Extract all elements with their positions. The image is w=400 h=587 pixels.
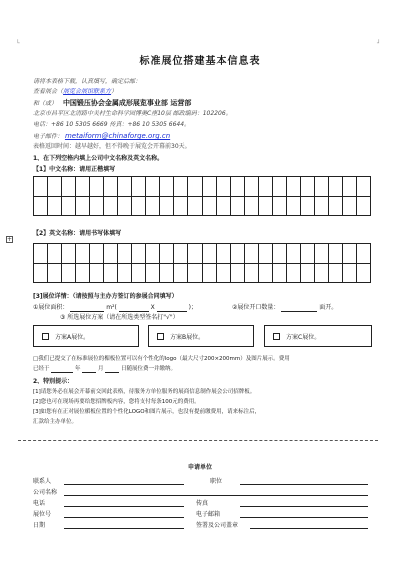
logo-note-line1: □我们已提交了在标准展位的楣板位置可以有个性化的logo（最大尺寸200×200mm）及图片展示。费用 [33, 356, 290, 362]
grid-cell[interactable] [90, 244, 104, 264]
grid-cell[interactable] [329, 264, 343, 284]
grid-cell[interactable] [90, 264, 104, 284]
phone-input[interactable] [64, 506, 184, 507]
grid-cell[interactable] [160, 264, 174, 284]
grid-cell[interactable] [245, 177, 259, 197]
day-label: 日随展位费一并缴纳。 [121, 366, 177, 372]
grid-cell[interactable] [146, 264, 160, 284]
grid-cell[interactable] [231, 177, 245, 197]
grid-cell[interactable] [287, 244, 301, 264]
grid-cell[interactable] [132, 264, 146, 284]
paid-year-input[interactable] [51, 366, 73, 373]
option-c-label: 方案C展位。 [286, 333, 321, 341]
note-item-1: [1]请您务必在展会开幕前交回此表格，待服务方单位服务的展商信息制作展会公司招牌板。 [33, 389, 256, 395]
grid-cell[interactable] [188, 177, 202, 197]
openings-input[interactable] [281, 305, 317, 312]
date-label: 日期 [33, 522, 46, 529]
cn-name-label: 【1】中文名称：请用正楷填写 [33, 166, 116, 173]
phone-text: 电话：+86 10 5305 6669 传真：+86 10 5305 6644。 [33, 121, 191, 128]
table-move-handle-icon[interactable]: + [7, 236, 13, 243]
grid-cell[interactable] [357, 177, 371, 197]
fax-input[interactable] [240, 506, 368, 507]
grid-cell[interactable] [203, 244, 217, 264]
grid-cell[interactable] [273, 244, 287, 264]
option-c-checkbox[interactable] [273, 333, 280, 340]
phone-label: 电话 [33, 500, 46, 507]
area-width-input[interactable] [157, 305, 187, 312]
email-line [33, 132, 170, 141]
position-input[interactable] [240, 484, 368, 485]
grid-cell[interactable] [217, 197, 231, 217]
grid-cell[interactable] [174, 244, 188, 264]
option-b-label: 方案B展位。 [170, 333, 205, 341]
grid-cell[interactable] [146, 197, 160, 217]
grid-cell[interactable] [273, 197, 287, 217]
grid-cell[interactable] [301, 177, 315, 197]
organizer-line [33, 99, 191, 108]
grid-cell[interactable] [357, 197, 371, 217]
date-input[interactable] [64, 528, 184, 529]
grid-cell[interactable] [231, 244, 245, 264]
section2-heading: 2、特别提示： [33, 378, 74, 385]
grid-cell[interactable] [174, 264, 188, 284]
company-label: 公司名称 [33, 489, 58, 496]
grid-cell[interactable] [118, 244, 132, 264]
site-contact-link[interactable]: 展览会展馆联系方 [63, 88, 112, 95]
openings-line [232, 304, 337, 312]
instructions-text: 请将本表格下载，认真填写，确定后邮： [33, 78, 142, 85]
grid-cell[interactable] [132, 177, 146, 197]
site-note-prefix: 查看展会 [33, 88, 58, 95]
note-item-4: 汇款给主办单位。 [33, 419, 78, 425]
grid-cell[interactable] [259, 244, 273, 264]
grid-cell[interactable] [273, 264, 287, 284]
contact-label: 联系人 [33, 478, 52, 485]
grid-cell[interactable] [146, 244, 160, 264]
address-text: 北京市昌平区北清路中关村生命科学园博奥C座10层 邮政编码：102206。 [33, 110, 232, 117]
fax-label: 传真 [196, 500, 209, 507]
grid-cell[interactable] [343, 197, 357, 217]
grid-cell[interactable] [259, 197, 273, 217]
area-x: X [150, 304, 155, 311]
paid-label: 已经于 [33, 366, 50, 372]
option-b-checkbox[interactable] [157, 333, 164, 340]
grid-cell[interactable] [76, 264, 90, 284]
grid-cell[interactable] [231, 264, 245, 284]
grid-cell[interactable] [104, 244, 118, 264]
page-title: 标准展位搭建基本信息表 [139, 56, 261, 67]
grid-cell[interactable] [48, 197, 62, 217]
grid-cell[interactable] [315, 197, 329, 217]
corner-mark-top-right: ┘ [377, 40, 381, 47]
email-link[interactable]: metaiform@chinaforge.org.cn [64, 132, 171, 140]
note-item-3: [3]如您有在正对展位楣板位置的个性化LOGO和图片展示，也没有提前缴费用，请来标注后， [33, 409, 261, 415]
grid-cell[interactable] [48, 264, 62, 284]
to-label: 和（或） [33, 100, 58, 107]
contact-input[interactable] [64, 484, 184, 485]
grid-cell[interactable] [34, 197, 48, 217]
booth-heading: [3]展位详情：（请按照与主办方签订的参展合同填写） [33, 293, 178, 300]
area-close: )； [188, 304, 197, 311]
grid-cell[interactable] [104, 177, 118, 197]
cut-line [18, 440, 378, 441]
grid-cell[interactable] [76, 177, 90, 197]
grid-cell[interactable] [34, 177, 48, 197]
grid-cell[interactable] [287, 197, 301, 217]
grid-cell[interactable] [174, 197, 188, 217]
grid-cell[interactable] [245, 264, 259, 284]
grid-cell[interactable] [118, 177, 132, 197]
grid-cell[interactable] [259, 264, 273, 284]
grid-cell[interactable] [160, 244, 174, 264]
cn-name-grid[interactable] [33, 176, 371, 216]
organizer-name: 中国锻压协会金属成形展览事业部 运营部 [62, 99, 192, 107]
booth-number-label: 展位号 [33, 511, 52, 518]
grid-cell[interactable] [203, 264, 217, 284]
grid-cell[interactable] [104, 264, 118, 284]
applicant-heading: 申请单位 [187, 464, 212, 471]
grid-cell[interactable] [217, 177, 231, 197]
grid-cell[interactable] [329, 244, 343, 264]
grid-cell[interactable] [62, 177, 76, 197]
grid-cell[interactable] [301, 264, 315, 284]
grid-cell[interactable] [203, 177, 217, 197]
grid-cell[interactable] [104, 197, 118, 217]
en-name-label: 【2】英文名称：请用书写体填写 [33, 230, 122, 237]
grid-cell[interactable] [174, 177, 188, 197]
openings-unit: 面开。 [319, 304, 338, 311]
email-field-label: 电子邮箱 [196, 511, 221, 518]
grid-cell[interactable] [287, 177, 301, 197]
corner-mark-top-left: └ [16, 40, 20, 47]
grid-cell[interactable] [132, 197, 146, 217]
grid-cell[interactable] [357, 244, 371, 264]
grid-cell[interactable] [90, 177, 104, 197]
grid-cell[interactable] [62, 197, 76, 217]
month-label: 月 [98, 366, 104, 372]
en-name-grid[interactable] [33, 243, 371, 283]
area-input[interactable] [70, 305, 104, 312]
grid-cell[interactable] [76, 197, 90, 217]
grid-cell[interactable] [118, 264, 132, 284]
grid-cell[interactable] [357, 264, 371, 284]
grid-cell[interactable] [34, 264, 48, 284]
email-field-input[interactable] [240, 517, 368, 518]
option-b-box[interactable] [148, 325, 254, 347]
grid-cell[interactable] [301, 244, 315, 264]
grid-cell[interactable] [217, 244, 231, 264]
option-a-box[interactable] [33, 325, 139, 347]
booth-number-input[interactable] [64, 517, 184, 518]
option-c-box[interactable] [264, 325, 372, 347]
grid-cell[interactable] [188, 244, 202, 264]
grid-cell[interactable] [146, 177, 160, 197]
logo-note-line2 [33, 366, 176, 373]
grid-cell[interactable] [160, 197, 174, 217]
grid-cell[interactable] [62, 264, 76, 284]
grid-cell[interactable] [343, 264, 357, 284]
option-a-checkbox[interactable] [42, 333, 49, 340]
grid-cell[interactable] [301, 197, 315, 217]
signature-label: 签署及公司盖章 [196, 522, 239, 529]
site-note: 查看展会（展览会展馆联系方） [33, 88, 118, 95]
company-input[interactable] [64, 495, 368, 496]
section1-heading: 1、在下列空格内填上公司中文名称及英文名称。 [33, 155, 164, 162]
grid-cell[interactable] [188, 264, 202, 284]
area-label: ①展位面积： [33, 304, 69, 311]
area-length-input[interactable] [119, 305, 149, 312]
grid-cell[interactable] [273, 177, 287, 197]
option-a-label: 方案A展位。 [55, 333, 90, 341]
grid-cell[interactable] [329, 177, 343, 197]
grid-cell[interactable] [48, 244, 62, 264]
grid-cell[interactable] [231, 197, 245, 217]
grid-cell[interactable] [76, 244, 90, 264]
grid-cell[interactable] [329, 197, 343, 217]
note-item-2: [2]您也可在现场再要给您招牌板内容，您将支付每条100元的费用。 [33, 399, 200, 405]
grid-cell[interactable] [259, 177, 273, 197]
grid-cell[interactable] [315, 177, 329, 197]
signature-input[interactable] [250, 528, 368, 529]
email-label: 电子邮件： [33, 133, 64, 140]
position-label: 职位 [210, 478, 223, 485]
grid-cell[interactable] [62, 244, 76, 264]
grid-cell[interactable] [245, 197, 259, 217]
area-unit: m²( [106, 304, 117, 311]
grid-cell[interactable] [245, 244, 259, 264]
paid-day-input[interactable] [105, 366, 119, 373]
grid-cell[interactable] [132, 244, 146, 264]
grid-cell[interactable] [343, 244, 357, 264]
grid-cell[interactable] [90, 197, 104, 217]
booth-area-line [33, 304, 197, 312]
grid-cell[interactable] [315, 264, 329, 284]
grid-cell[interactable] [118, 197, 132, 217]
grid-cell[interactable] [48, 177, 62, 197]
grid-cell[interactable] [188, 197, 202, 217]
grid-cell[interactable] [287, 264, 301, 284]
paid-month-input[interactable] [82, 366, 96, 373]
grid-cell[interactable] [315, 244, 329, 264]
grid-cell[interactable] [203, 197, 217, 217]
grid-cell[interactable] [160, 177, 174, 197]
openings-label: ②展位开口数量： [232, 304, 280, 311]
grid-cell[interactable] [217, 264, 231, 284]
year-label: 年 [75, 366, 81, 372]
grid-cell[interactable] [343, 177, 357, 197]
deadline-text: 表格返回时间：越早越好，但不得晚于展览会开幕前30天。 [33, 143, 191, 150]
grid-cell[interactable] [34, 244, 48, 264]
booth-type-label: ③ 所选展位方案（请在所选类型签名打"√"） [60, 314, 179, 321]
